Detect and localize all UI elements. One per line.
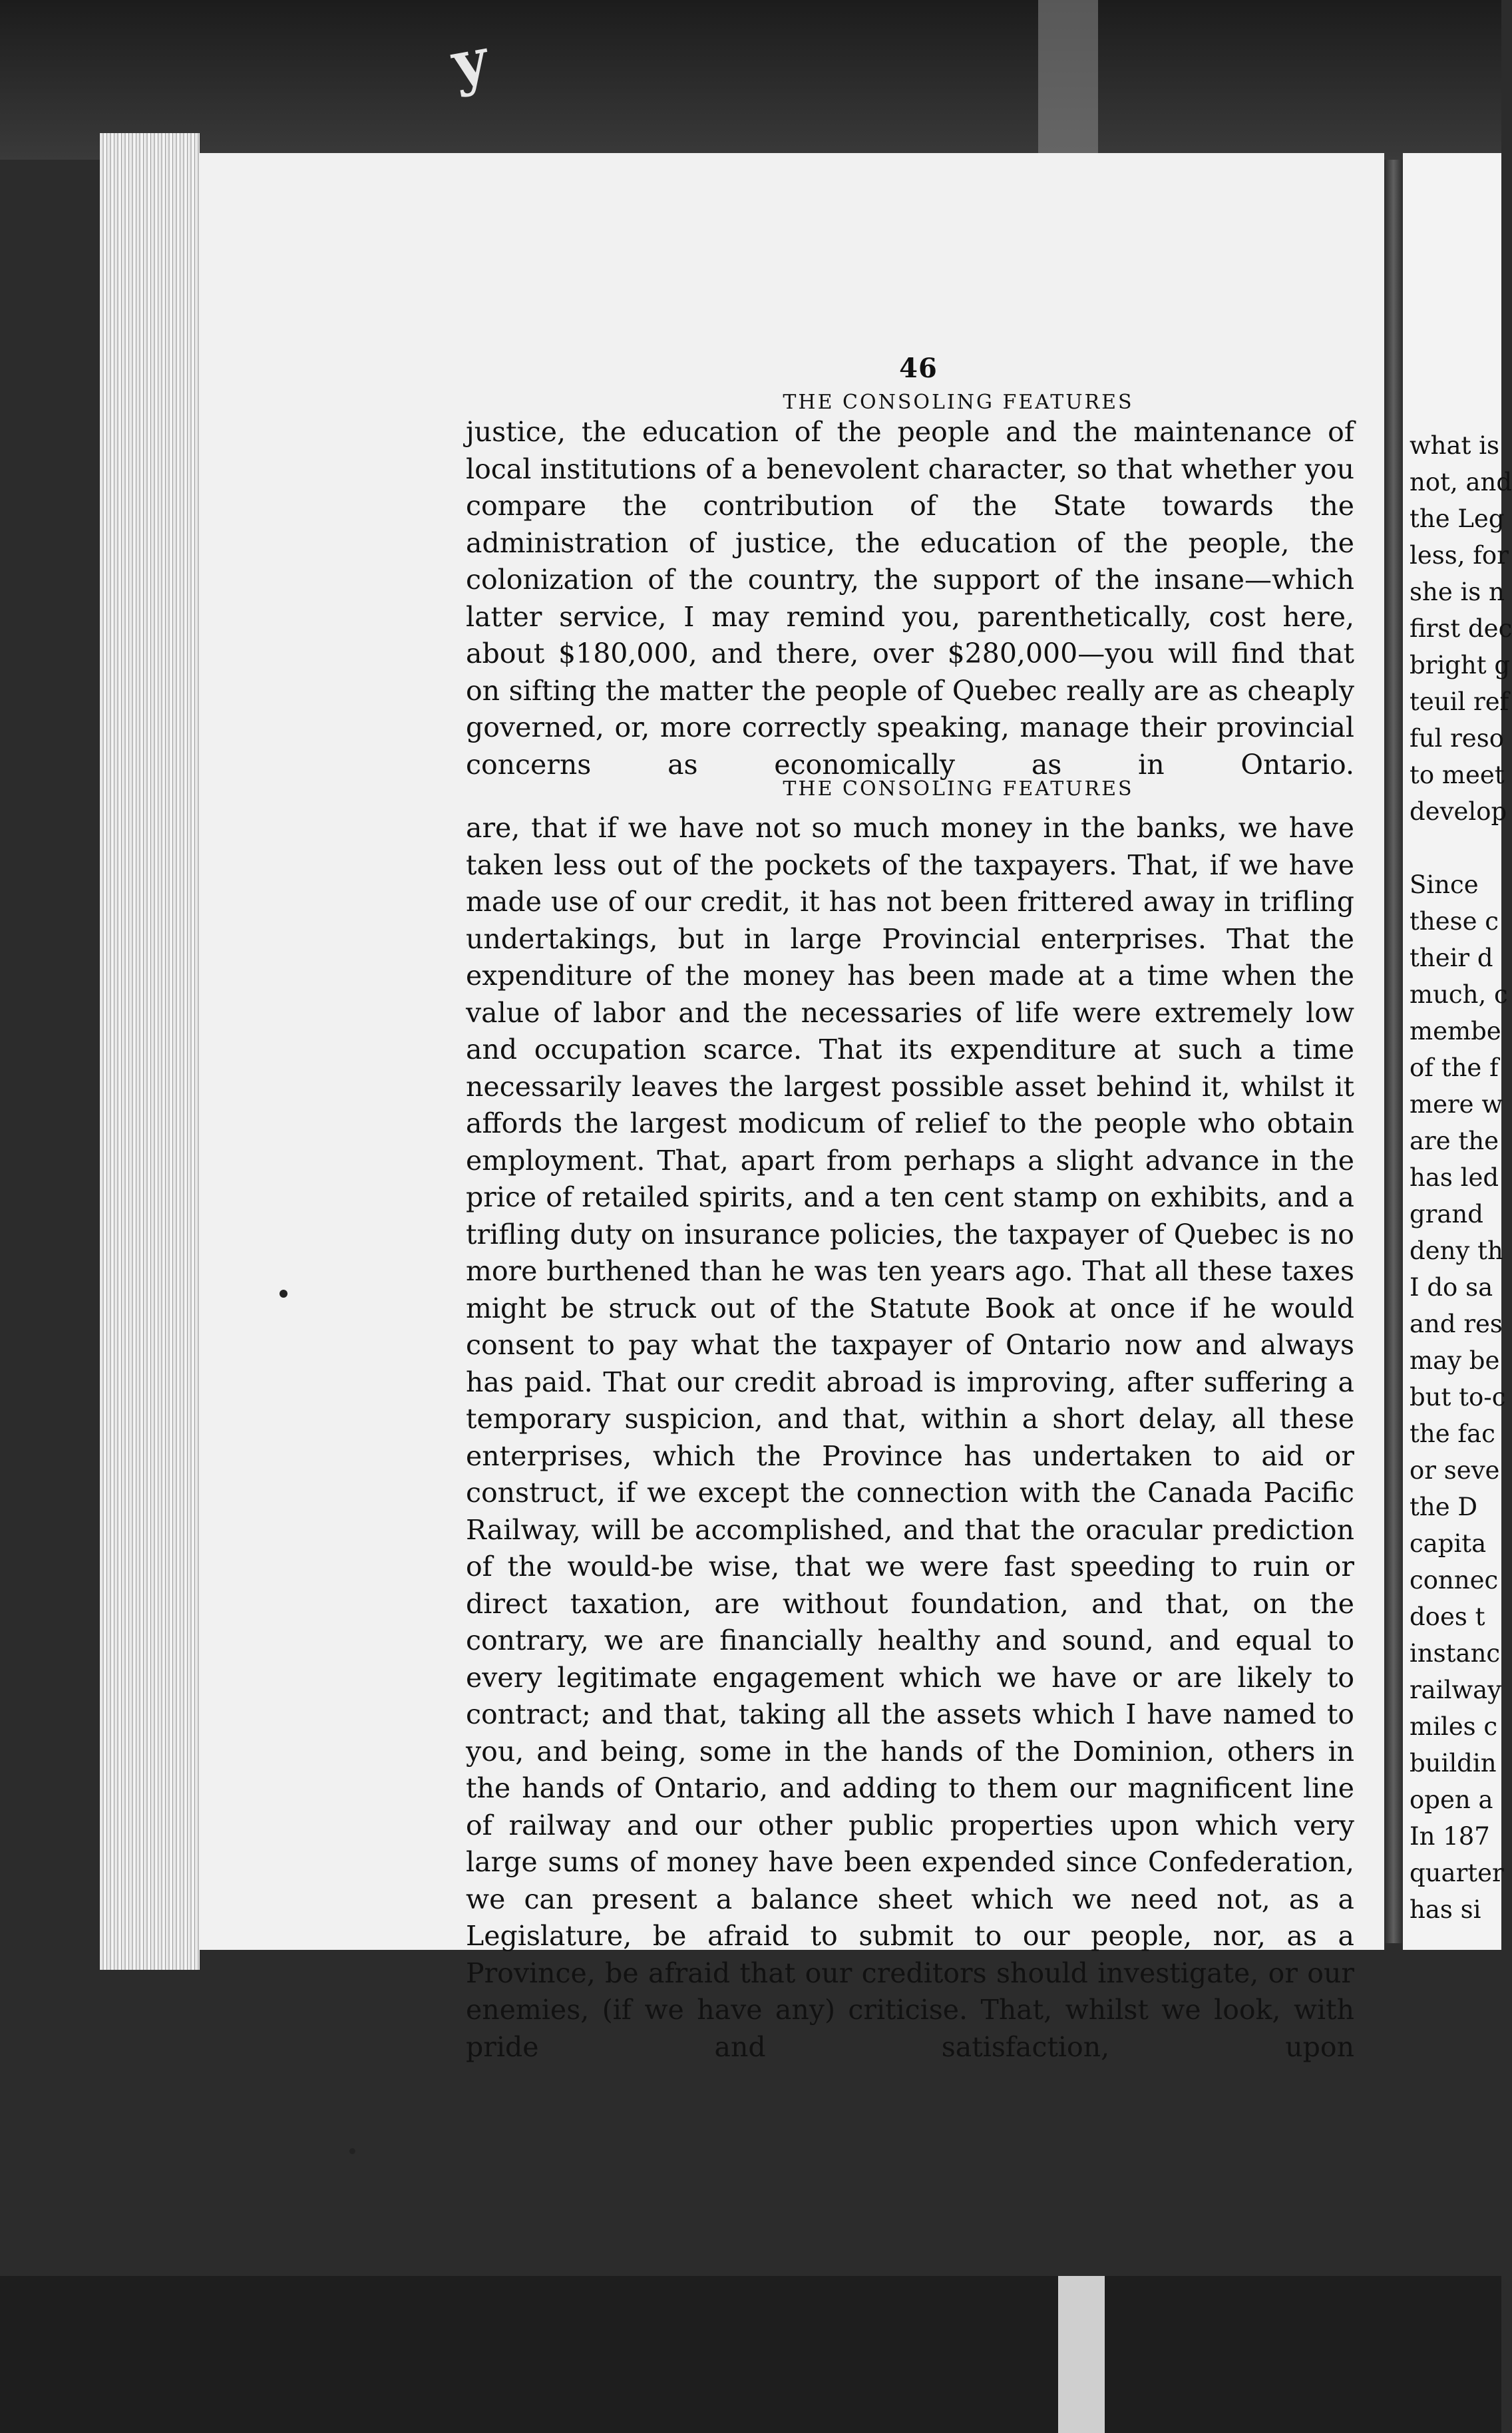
facing-page-line: miles c [1410, 1712, 1498, 1741]
right-page [1403, 153, 1512, 1950]
facing-page-line: first dec [1410, 614, 1512, 643]
facing-page-line: instanc [1410, 1639, 1501, 1668]
facing-page-line: open a [1410, 1785, 1493, 1814]
bottom-scan-border [0, 2276, 1501, 2433]
facing-page-line: deny th [1410, 1236, 1503, 1265]
ink-speck [280, 1290, 287, 1298]
margin-mark: y [447, 24, 494, 100]
page-edge-stack [100, 133, 200, 1970]
top-gap [1038, 0, 1098, 160]
facing-page-line: capita [1410, 1529, 1487, 1558]
facing-page-line: she is n [1410, 578, 1505, 606]
facing-page-line: may be [1410, 1346, 1500, 1375]
facing-page-line: Since [1410, 870, 1479, 899]
facing-page-line: has led [1410, 1163, 1499, 1192]
facing-page-line: I do sa [1410, 1273, 1493, 1302]
facing-page-line: ful reso [1410, 724, 1504, 753]
section-heading: THE CONSOLING FEATURES [783, 777, 1134, 801]
facing-page-line: their d [1410, 944, 1493, 972]
facing-page-line: the Leg [1410, 504, 1505, 533]
facing-page-line: what is [1410, 431, 1500, 460]
running-head: THE CONSOLING FEATURES [783, 391, 1134, 414]
facing-page-line: and res [1410, 1310, 1503, 1338]
facing-page-line: In 187 [1410, 1822, 1490, 1851]
facing-page-line: bright g [1410, 651, 1511, 679]
facing-page-line: membe [1410, 1017, 1501, 1045]
facing-page-line: not, and [1410, 468, 1512, 496]
ink-speck [349, 2148, 355, 2154]
facing-page-line: has si [1410, 1895, 1481, 1924]
facing-page-line: are the [1410, 1127, 1499, 1155]
binding-clip [1058, 2276, 1105, 2433]
facing-page-line: the fac [1410, 1419, 1495, 1448]
paragraph-1: justice, the education of the people and the maintenance of local institutions of a benevolent character, so that whether you compare the contribution of the State towards the administration of justice, the education of the people, the colonization of the country, the support of the insane—which latter service, I may remind you, parenthetically, cost here, about $180,000, and there, over $280,000—you will find that on sifting the matter the people of Quebec really are as cheaply governed, or, more correctly speaking, manage their provincial concerns as economically as in Ontario. [466, 416, 1354, 781]
paragraph-2: are, that if we have not so much money in the banks, we have taken less out of the pockets of the taxpayers. That, if we have made use of our credit, it has not been frittered away in trifling undertakings, but in large Provincial enterprises. That the expenditure of the money has been made at a time when the value of labor and the necessaries of life were extremely low and occupation scarce. That its expenditure at such a time necessarily leaves the largest possible asset behind it, whilst it affords the largest modicum of relief to the people who obtain employment. That, apart from perhaps a slight advance in the price of retailed spirits, and a ten cent stamp on exhibits, and a trifling duty on insurance policies, the taxpayer of Quebec is no more burthened than he was ten years ago. That all these taxes might be struck out of the Statute Book at once if he would consent to pay what the taxpayer of Ontario now and always has paid. That our credit abroad is improving, after suffering a temporary suspicion, and that, within a short delay, all these enterprises, which the Province has undertaken to aid or construct, if we except the connection with the Canada Pacific Railway, will be accomplished, and that the oracular prediction of the would-be wise, that we were fast speeding to ruin or direct taxation, are without foundation, and that, on the contrary, we are financially healthy and sound, and equal to every legitimate engagement which we have or are likely to contract; and that, taking all the assets which I have named to you, and being, some in the hands of the Dominion, others in the hands of Ontario, and adding to them our magnificent line of railway and our other public properties upon which very large sums of money have been expended since Confederation, we can present a balance sheet which we need not, as a Legislature, be afraid to submit to our people, nor, as a Province, be afraid that our creditors should investigate, or our enemies, (if we have any) criticise. That, whilst we look, with pride and satisfaction, upon [466, 812, 1354, 2063]
facing-page-line: grand [1410, 1200, 1483, 1228]
facing-page-line: much, c [1410, 980, 1508, 1009]
top-scan-border [0, 0, 1501, 160]
facing-page-line: the D [1410, 1493, 1478, 1521]
page-number: 46 [899, 353, 938, 384]
facing-page-line: or seve [1410, 1456, 1500, 1485]
facing-page-line: does t [1410, 1602, 1485, 1631]
facing-page-line: less, for [1410, 541, 1509, 570]
facing-page-line: develop [1410, 797, 1507, 826]
facing-page-line: teuil ref [1410, 687, 1509, 716]
book-gutter [1384, 160, 1403, 1943]
facing-page-line: these c [1410, 907, 1499, 936]
facing-page-line: railway [1410, 1676, 1502, 1704]
facing-page-line: buildin [1410, 1749, 1497, 1778]
facing-page-line: to meet [1410, 761, 1505, 789]
facing-page-line: connec [1410, 1566, 1499, 1594]
facing-page-line: of the f [1410, 1053, 1499, 1082]
facing-page-line: mere w [1410, 1090, 1503, 1119]
facing-page-line: but to-c [1410, 1383, 1506, 1411]
facing-page-line: quarter [1410, 1859, 1504, 1887]
